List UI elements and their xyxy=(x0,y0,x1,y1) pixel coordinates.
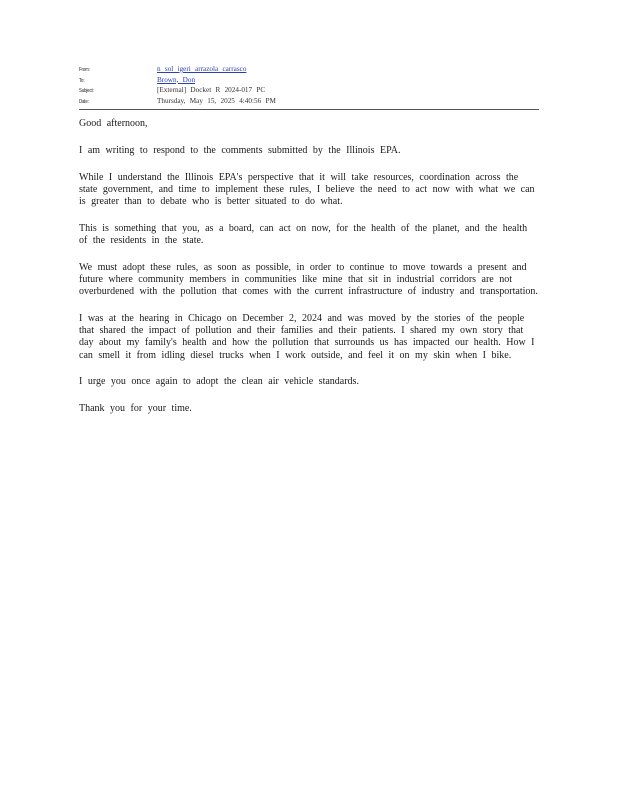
paragraph-4: We must adopt these rules, as soon as possible, in order to continue to move towards a present and future where community members in communities like mine that sit in industrial corridors are not overburdened with the pollution that comes with the current infrastructure of industry and transportation. xyxy=(79,261,538,298)
to-value[interactable]: Brown, Don xyxy=(157,75,196,84)
header-row-date xyxy=(79,96,539,107)
greeting: Good afternoon, xyxy=(79,118,148,129)
date-value: Thursday, May 15, 2025 4:40:56 PM xyxy=(157,96,276,105)
paragraph-1: I am writing to respond to the comments submitted by the Illinois EPA. xyxy=(79,145,401,157)
from-label: From: xyxy=(79,67,90,73)
header-divider xyxy=(79,109,539,110)
header-row-subject xyxy=(79,85,539,96)
to-label: To: xyxy=(79,77,85,84)
header-row-to xyxy=(79,75,539,86)
paragraph-2: While I understand the Illinois EPA's perspective that it will take resources, coordination across the state government, and time to implement these rules, I believe the need to act now with what we can is greater than to debate who is better situated to do what. xyxy=(79,171,535,208)
header-row-from xyxy=(79,64,539,75)
paragraph-6: I urge you once again to adopt the clean air vehicle standards. xyxy=(79,376,359,388)
paragraph-3: This is something that you, as a board, can act on now, for the health of the planet, and the health of the residents in the state. xyxy=(79,223,528,247)
from-value[interactable]: n sol igeri arrazola carrasco xyxy=(157,65,247,73)
email-header xyxy=(79,64,539,106)
email-body xyxy=(79,118,539,430)
subject-value: [External] Docket R 2024-017 PC xyxy=(157,86,266,94)
paragraph-5: I was at the hearing in Chicago on December 2, 2024 and was moved by the stories of the people that shared the impact of pollution and their families and their patients. I shared my own story that day about my family's health and how the pollution that surrounds us has impacted our health. How I can smell it from idling diesel trucks when I work outside, and feel it on my skin when I bike. xyxy=(79,313,535,361)
subject-label: Subject: xyxy=(79,88,94,94)
date-label: Date: xyxy=(79,98,89,105)
closing: Thank you for your time. xyxy=(79,403,192,415)
